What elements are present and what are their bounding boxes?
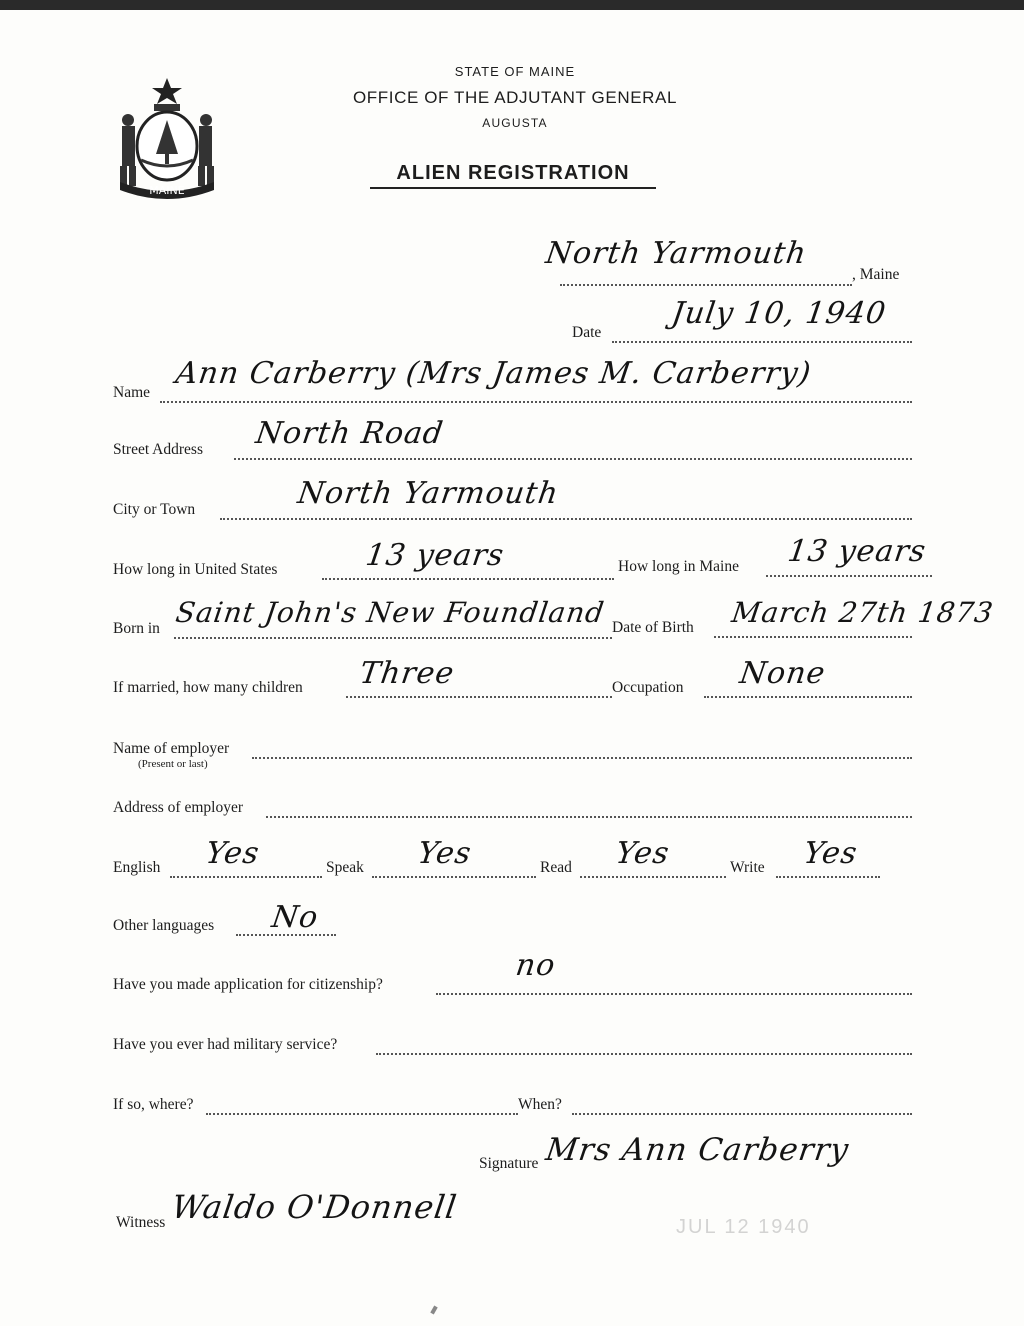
born-in-value: Saint John's New Foundland <box>173 596 607 629</box>
occupation-label: Occupation <box>612 679 684 696</box>
street-line <box>234 458 912 460</box>
employer-label: Name of employer <box>113 740 230 757</box>
employer-line <box>252 757 912 759</box>
how-long-us-line <box>322 578 614 580</box>
other-languages-value: No <box>269 900 321 935</box>
how-long-maine-label: How long in Maine <box>618 558 739 575</box>
employer-address-label: Address of employer <box>113 799 243 816</box>
where-label: If so, where? <box>113 1096 194 1113</box>
signature-label: Signature <box>479 1155 539 1172</box>
witness-label: Witness <box>116 1214 166 1231</box>
city-label: City or Town <box>113 501 196 518</box>
city-heading: AUGUSTA <box>482 116 548 130</box>
other-languages-label: Other languages <box>113 917 215 934</box>
read-line <box>580 876 726 878</box>
employer-address-line <box>266 816 912 818</box>
ink-mark <box>430 1306 437 1315</box>
scan-edge <box>0 0 1024 10</box>
write-line <box>776 876 880 878</box>
children-line <box>346 696 612 698</box>
born-in-label: Born in <box>113 620 160 637</box>
office-heading: OFFICE OF THE ADJUTANT GENERAL <box>352 88 678 107</box>
married-label: If married, how many children <box>113 679 303 696</box>
maine-seal-icon <box>114 76 220 200</box>
when-line <box>572 1113 912 1115</box>
citizenship-value: no <box>513 948 558 983</box>
city-line <box>220 518 912 520</box>
speak-value: Yes <box>415 836 474 871</box>
witness-value: Waldo O'Donnell <box>169 1188 460 1226</box>
how-long-us-value: 13 years <box>363 538 507 573</box>
write-label: Write <box>730 859 765 876</box>
state-heading: STATE OF MAINE <box>454 64 576 79</box>
town-line <box>560 284 852 286</box>
occupation-value: None <box>737 656 828 691</box>
how-long-us-label: How long in United States <box>113 561 278 578</box>
street-value: North Road <box>253 416 446 451</box>
when-label: When? <box>518 1096 562 1113</box>
speak-line <box>372 876 536 878</box>
name-line <box>160 401 912 403</box>
speak-label: Speak <box>326 859 364 876</box>
signature-value: Mrs Ann Carberry <box>543 1132 852 1168</box>
seal-banner-text: MAINE <box>149 184 185 197</box>
born-in-line <box>174 637 612 639</box>
how-long-maine-value: 13 years <box>785 534 929 569</box>
city-value: North Yarmouth <box>295 476 561 511</box>
dob-line <box>714 636 912 638</box>
town-value: North Yarmouth <box>543 236 809 271</box>
form-title: ALIEN REGISTRATION <box>370 162 656 189</box>
military-line <box>376 1053 912 1055</box>
children-value: Three <box>357 656 457 691</box>
write-value: Yes <box>801 836 860 871</box>
military-label: Have you ever had military service? <box>113 1036 338 1053</box>
received-stamp: JUL 12 1940 <box>676 1216 811 1238</box>
date-line <box>612 341 912 343</box>
citizenship-line <box>436 993 912 995</box>
dob-value: March 27th 1873 <box>729 596 996 629</box>
read-value: Yes <box>613 836 672 871</box>
english-line <box>170 876 322 878</box>
citizenship-label: Have you made application for citizenship? <box>113 976 383 993</box>
date-value: July 10, 1940 <box>669 296 889 331</box>
english-value: Yes <box>203 836 262 871</box>
employer-note: (Present or last) <box>138 758 208 770</box>
how-long-maine-line <box>766 575 932 577</box>
name-value: Ann Carberry (Mrs James M. Carberry) <box>173 356 814 391</box>
english-label: English <box>113 859 161 876</box>
maine-label: , Maine <box>852 266 900 283</box>
date-label: Date <box>572 324 602 341</box>
read-label: Read <box>540 859 572 876</box>
occupation-line <box>704 696 912 698</box>
street-label: Street Address <box>113 441 203 458</box>
name-label: Name <box>113 384 151 401</box>
where-line <box>206 1113 518 1115</box>
dob-label: Date of Birth <box>612 619 694 636</box>
